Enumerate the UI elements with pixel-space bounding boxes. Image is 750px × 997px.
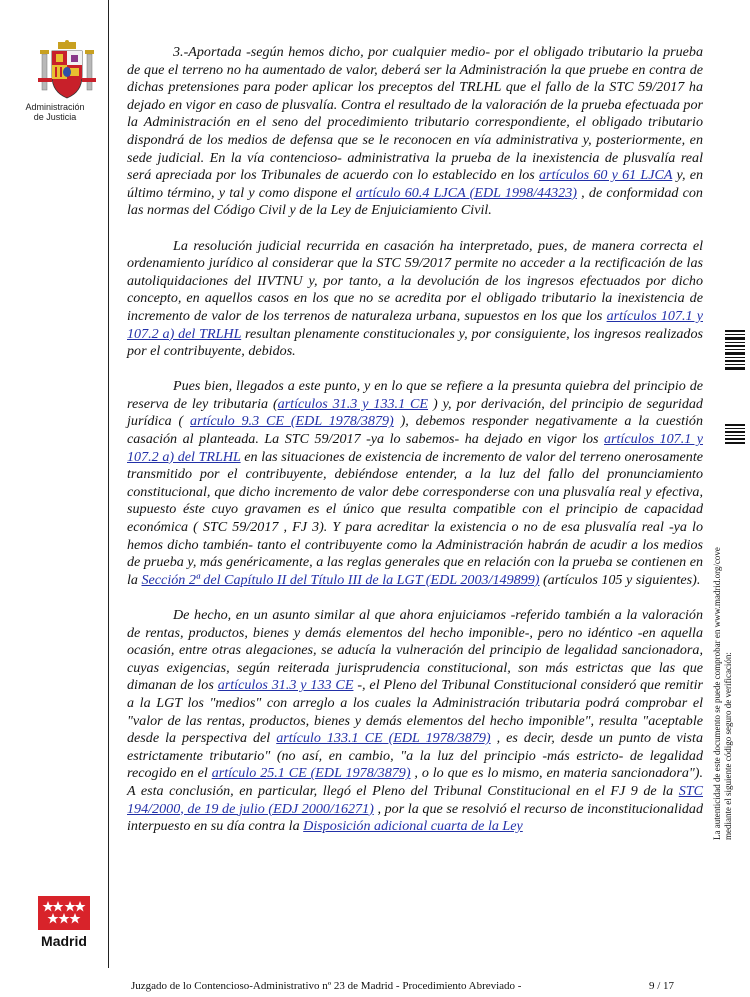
legal-reference-link[interactable]: artículos 31.3 y 133.1 CE xyxy=(277,395,429,412)
footer-court-text: Juzgado de lo Contencioso-Administrativo nº 23 de Madrid - Procedimiento Abreviado - xyxy=(131,980,522,992)
verification-line-2: mediante el siguiente código seguro de verificación: xyxy=(723,652,733,840)
paragraph-text: en las situaciones de existencia de incremento de valor del terreno onerosamente transmitido por el contribuyente, debiéndose entender, a la luz del fallo del pronunciamiento constitucional, que dicho incremento de valor debe corresponderse con una plusvalía real y efectiva, supuesto éste cuyo gravamen es el único que resulta compatible con el principio de capacidad económica ( STC 59/2017 , FJ 3). Y para acreditar la existencia o no de esa plusvalía real -ya lo hemos dicho también- tanto el contribuyente como la Administración habrán de acudir a los medios de prueba y, más genéricamente, a las reglas generales que en relación con la prueba se contienen en la xyxy=(127,448,703,588)
margin-divider xyxy=(108,0,109,968)
administracion-de-justicia-label: Administración de Justicia xyxy=(25,102,85,122)
paragraph-text: ), debemos responder negativamente a la cuestión casación al planteada. La STC 59/2017 -ya lo sabemos- ha dejado en vigor los xyxy=(127,413,703,448)
legal-reference-link[interactable]: STC 194/2000, de 19 de julio (EDJ 2000/16271) xyxy=(127,782,703,817)
legal-reference-link[interactable]: artículos 107.1 y 107.2 a) del TRLHL xyxy=(127,431,703,465)
legal-reference-link[interactable]: Disposición adicional cuarta de la Ley xyxy=(303,818,523,835)
legal-reference-link[interactable]: artículo 133.1 CE (EDL 1978/3879) xyxy=(276,730,491,747)
barcode-icon xyxy=(725,330,745,370)
paragraph-text: La resolución judicial recurrida en casación ha interpretado, pues, de manera correcta el ordenamiento jurídico al considerar que la STC 59/2017 permite no acceder a la rectificación de las autoliquidaciones del IIVTNU y, por tanto, a la devolución de los ingresos efectuados por dicho concepto, en aquellos casos en los que no se acredita por el obligado tributario la inexistencia de incremento de valor de los terrenos de naturaleza urbana, supuestos en los que los xyxy=(127,237,703,324)
paragraph-text: , de conformidad con las normas del Código Civil y de la Ley de Enjuiciamiento Civil. xyxy=(127,184,703,219)
paragraph-text: Pues bien, llegados a este punto, y en lo que se refiere a la presunta quiebra del principio de reserva de ley tributaria ( xyxy=(127,378,703,412)
paragraph-text: ) y, por derivación, del principio de seguridad jurídica ( xyxy=(127,395,703,430)
paragraph xyxy=(127,378,703,589)
paragraph-text: (artículos 105 y siguientes). xyxy=(539,571,701,588)
paragraph xyxy=(127,607,703,836)
legal-reference-link[interactable]: artículos 107.1 y 107.2 a) del TRLHL xyxy=(127,307,703,342)
legal-reference-link[interactable]: Sección 2ª del Capítulo II del Título III de la LGT (EDL 2003/149899) xyxy=(141,571,540,588)
legal-reference-link[interactable]: artículos 60 y 61 LJCA xyxy=(539,167,673,184)
paragraph-text: -, el Pleno del Tribunal Constitucional consideró que remitir a la LGT los "medios" con arreglo a los cuales la Administración tributaria podrá comprobar el "valor de las rentas, productos, bienes y demás elementos del hecho imponible", resulta "aceptable desde la perspectiva del xyxy=(127,677,703,747)
legal-reference-link[interactable]: artículo 25.1 CE (EDL 1978/3879) xyxy=(211,765,411,782)
paragraph-text: De hecho, en un asunto similar al que ahora enjuiciamos -referido también a la valoración de rentas, productos, bienes y demás elementos del hecho imponible-, pero no idéntico -en aquella ocasión, entre otras alegaciones, se aducía la vulneración del principio de legalidad sancionadora, cuyas exigencias, según reiterada jurisprudencia constitucional, son más estrictas que las que dimanan de los xyxy=(127,607,703,694)
page-number: 9 / 17 xyxy=(649,980,675,992)
paragraph-text: y, en último término, y tal y como dispone el xyxy=(127,167,703,201)
verification-strip xyxy=(712,330,748,840)
paragraph-text: 3.-Aportada -según hemos dicho, por cualquier medio- por el obligado tributario la prueba de que el terreno no ha aumentado de valor, deberá ser la Administración la que pruebe en contra de dichas pretensiones para poder aplicar los preceptos del TRLHL que el fallo de la STC 59/2017 ha dejado en vigor en caso de plusvalía. Contra el resultado de la valoración de la prueba efectuada por la Administración en el seno del procedimiento tributario correspondiente, el obligado tributario dispondrá de los medios de defensa que se le reconocen en vía administrativa y, posteriormente, en sede judicial. En la vía contencioso- administrativa la prueba de la inexistencia de plusvalía real será apreciada por los Tribunales de acuerdo con lo establecido en los xyxy=(127,44,703,184)
legal-reference-link[interactable]: artículos 31.3 y 133 CE xyxy=(217,677,354,694)
paragraph xyxy=(127,238,703,361)
verification-notice xyxy=(712,400,734,840)
paragraph xyxy=(127,44,703,220)
paragraph-text: resultan plenamente constitucionales y, por consiguiente, los ingresos realizados por el contribuyente, debidos. xyxy=(127,325,703,360)
paragraph-text: , o lo que es lo mismo, en materia sancionadora"). A esta conclusión, en particular, llegó el Pleno del Tribunal Constitucional en el FJ 9 de la xyxy=(127,765,704,799)
document-body xyxy=(127,44,703,836)
paragraph-text: , por la que se resolvió el recurso de inconstitucionalidad interpuesto en su día contra la xyxy=(127,800,703,835)
stars-icon xyxy=(38,896,90,930)
madrid-flag-icon xyxy=(38,896,90,930)
left-margin-logos xyxy=(0,0,110,997)
legal-reference-link[interactable]: artículo 9.3 CE (EDL 1978/3879) xyxy=(190,413,394,430)
madrid-logo-label: Madrid xyxy=(41,933,87,949)
verification-line-1: La autenticidad de este documento se puede comprobar en www.madrid.org/cove xyxy=(712,547,722,840)
legal-reference-link[interactable]: artículo 60.4 LJCA (EDL 1998/44323) xyxy=(355,184,577,201)
paragraph-text: , es decir, desde un punto de vista estrictamente tributario" (no así, en cambio, "a la luz del principio -más estricto- de legalidad recogido en el xyxy=(127,730,703,782)
spanish-coat-of-arms-icon xyxy=(36,40,98,102)
